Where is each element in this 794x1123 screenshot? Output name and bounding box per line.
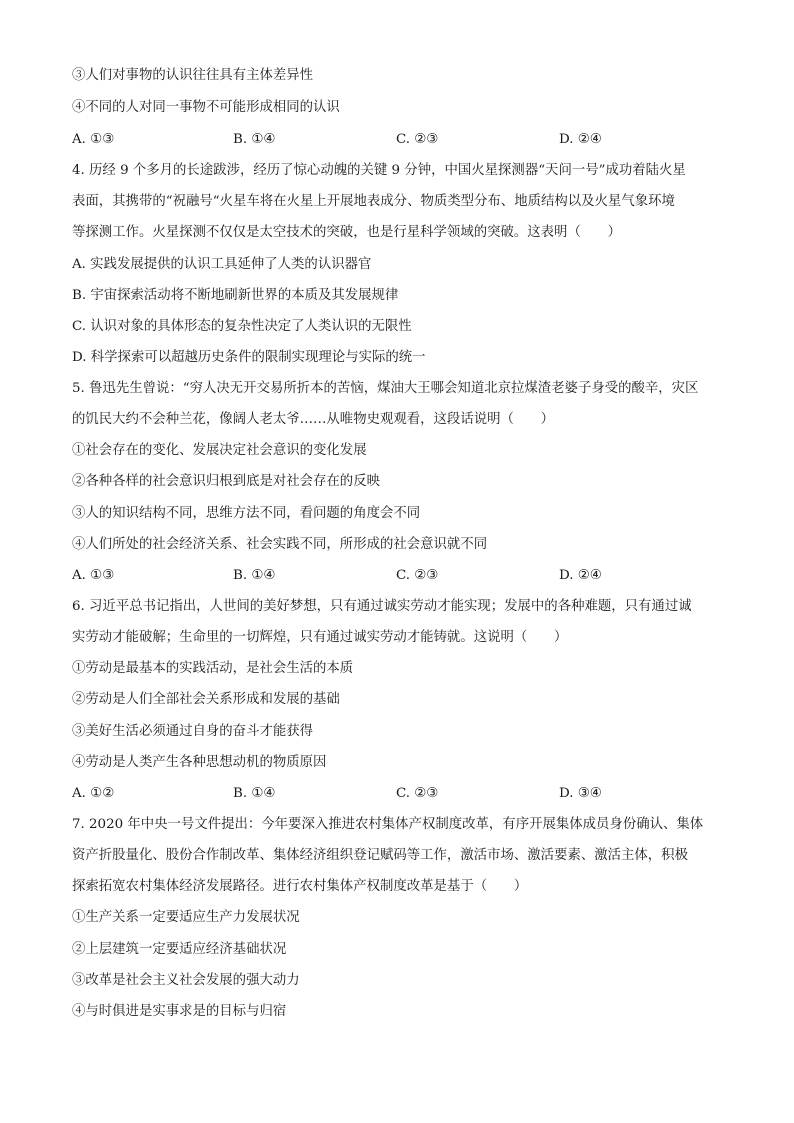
q6-statement-1: ①劳动是最基本的实践活动，是社会生活的本质 (72, 661, 354, 676)
q4-stem-line-1: 4. 历经 9 个多月的长途跋涉，经历了惊心动魄的关键 9 分钟，中国火星探测器“天问一号”成功着陆火星 (72, 163, 686, 178)
q4-choice-a: A. 实践发展提供的认识工具延伸了人类的认识器官 (72, 257, 372, 272)
q4-choice-c: C. 认识对象的具体形态的复杂性决定了人类认识的无限性 (72, 319, 412, 334)
q3-option-c: C. ②③ (396, 132, 439, 147)
q6-option-b: B. ①④ (233, 786, 276, 801)
q7-stem-line-2: 资产折股量化、股份合作制改革、集体经济组织登记赋码等工作，激活市场、激活要素、激活主体，积极 (72, 848, 688, 863)
q5-option-c: C. ②③ (396, 568, 439, 583)
q5-option-a: A. ①③ (72, 568, 115, 583)
q4-choice-b: B. 宇宙探索活动将不断地刷新世界的本质及其发展规律 (72, 288, 399, 303)
q3-option-a: A. ①③ (72, 132, 115, 147)
q4-stem-line-3: 等探测工作。火星探测不仅仅是太空技术的突破，也是行星科学领域的突破。这表明（ ） (72, 225, 622, 240)
q3-option-b: B. ①④ (233, 132, 276, 147)
q7-statement-2: ②上层建筑一定要适应经济基础状况 (72, 942, 287, 957)
q5-option-d: D. ②④ (559, 568, 602, 583)
q3-option-d: D. ②④ (559, 132, 602, 147)
q5-options (72, 566, 732, 586)
q6-option-c: C. ②③ (396, 786, 439, 801)
q6-stem-line-1: 6. 习近平总书记指出，人世间的美好梦想，只有通过诚实劳动才能实现；发展中的各种难题，只有通过诚 (72, 599, 692, 614)
q6-statement-2: ②劳动是人们全部社会关系形成和发展的基础 (72, 692, 340, 707)
q3-statement-4: ④不同的人对同一事物不可能形成相同的认识 (72, 100, 340, 115)
q3-options (72, 130, 732, 150)
q7-stem-line-1: 7. 2020 年中央一号文件提出：今年要深入推进农村集体产权制度改革，有序开展集体成员身份确认、集体 (72, 817, 704, 832)
q5-statement-1: ①社会存在的变化、发展决定社会意识的变化发展 (72, 443, 367, 458)
q7-stem-line-3: 探索拓宽农村集体经济发展路径。进行农村集体产权制度改革是基于（ ） (72, 879, 528, 894)
q6-option-a: A. ①② (72, 786, 115, 801)
q6-stem-line-2: 实劳动才能破解；生命里的一切辉煌，只有通过诚实劳动才能铸就。这说明（ ） (72, 630, 568, 645)
q5-option-b: B. ①④ (233, 568, 276, 583)
q7-statement-3: ③改革是社会主义社会发展的强大动力 (72, 973, 300, 988)
q6-statement-4: ④劳动是人类产生各种思想动机的物质原因 (72, 755, 327, 770)
q5-statement-3: ③人的知识结构不同，思维方法不同，看问题的角度会不同 (72, 506, 421, 521)
q5-stem-line-1: 5. 鲁迅先生曾说：“穷人决无开交易所折本的苦恼，煤油大王哪会知道北京拉煤渣老婆子身受的酸辛，灾区 (72, 381, 699, 396)
q6-statement-3: ③美好生活必须通过自身的奋斗才能获得 (72, 724, 314, 739)
q6-options (72, 784, 732, 804)
q5-statement-4: ④人们所处的社会经济关系、社会实践不同，所形成的社会意识就不同 (72, 537, 488, 552)
q5-statement-2: ②各种各样的社会意识归根到底是对社会存在的反映 (72, 474, 380, 489)
q3-statement-3: ③人们对事物的认识往往具有主体差异性 (72, 68, 314, 83)
q5-stem-line-2: 的饥民大约不会种兰花，像阔人老太爷……从唯物史观观看，这段话说明（ ） (72, 412, 555, 427)
q4-choice-d: D. 科学探索可以超越历史条件的限制实现理论与实际的统一 (72, 350, 426, 365)
q7-statement-4: ④与时俱进是实事求是的目标与归宿 (72, 1004, 287, 1019)
q6-option-d: D. ③④ (559, 786, 602, 801)
q4-stem-line-2: 表面，其携带的“祝融号“火星车将在火星上开展地表成分、物质类型分布、地质结构以及火星气象环境 (72, 194, 675, 209)
q7-statement-1: ①生产关系一定要适应生产力发展状况 (72, 910, 300, 925)
